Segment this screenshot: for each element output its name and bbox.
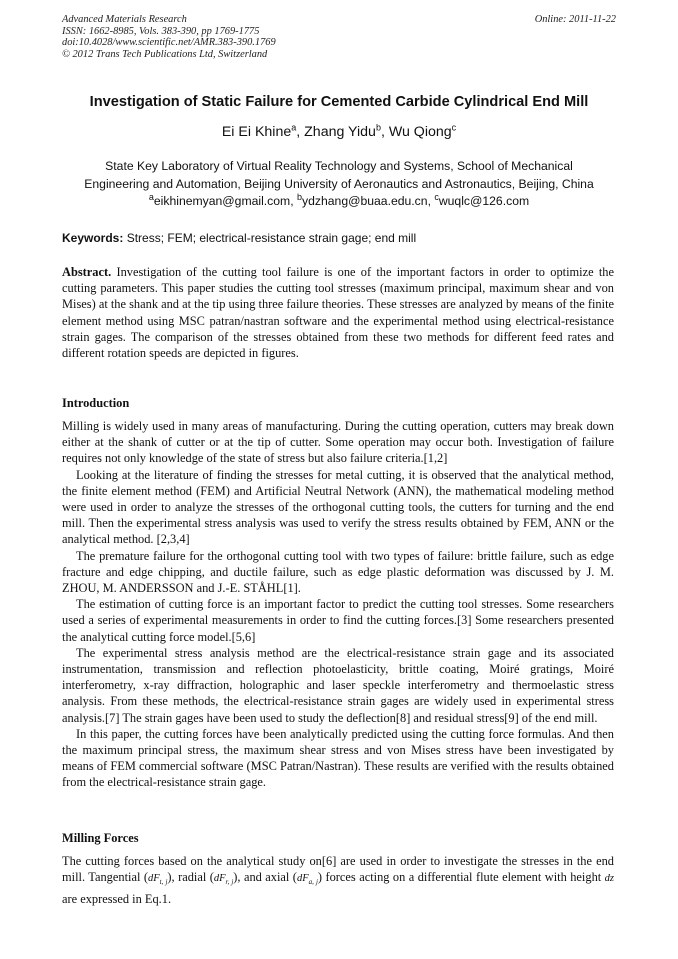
formula-dz: dz	[604, 873, 614, 885]
paragraph: In this paper, the cutting forces have been analytically predicted using the cutting force formulas. And then the maximum principal stress, the maximum shear stress and von Mises stress have been investigated by means of FEM commercial software (MSC Patran/Nastran). These results are verified with the results obtained from the electrical-resistance strain gage.	[62, 726, 614, 790]
paragraph: The premature failure for the orthogonal cutting tool with two types of failure: brittle failure, such as edge fracture and edge chipping, and ductile failure, such as edge plastic deformation was discussed by J. M. ZHOU, M. ANDERSSON and J.-E. STÅHL[1].	[62, 548, 614, 596]
author-list: Ei Ei Khine$^a$, Zhang Yidu$^b$, Wu Qiong$^c$	[221, 122, 457, 140]
keywords	[62, 231, 618, 245]
author-sup: c	[451, 122, 457, 133]
email-address: ydzhang@buaa.edu.cn	[302, 194, 428, 208]
copyright-line: © 2012 Trans Tech Publications Ltd, Switzerland	[62, 48, 268, 60]
journal-name: Advanced Materials Research	[62, 14, 187, 25]
author-name: Zhang Yidu	[304, 124, 376, 140]
text-run: The cutting forces based on the analytical study on[6] are used in order to investigate the stresses in the end mill. Tangential (	[62, 854, 614, 885]
email-sup: c	[434, 191, 439, 202]
text-run: ) forces acting on a differential flute element with height	[317, 870, 605, 885]
email-address: eikhinemyan@gmail.com	[153, 194, 291, 208]
affiliation-line: Engineering and Automation, Beijing University of Aeronautics and Astronautics, Beijing, China	[84, 176, 594, 191]
journal-header	[62, 14, 616, 60]
affiliation	[60, 158, 618, 193]
email-address: wuqlc@126.com	[438, 194, 530, 208]
introduction-body	[62, 418, 614, 791]
issn-line: ISSN: 1662-8985, Vols. 383-390, pp 1769-1775	[62, 25, 260, 37]
text-run: ), and axial (	[233, 870, 297, 885]
abstract-label: Abstract.	[62, 265, 112, 279]
section-heading-introduction: Introduction	[62, 396, 130, 410]
email-sup: a	[148, 191, 154, 202]
paper-title: Investigation of Static Failure for Cemented Carbide Cylindrical End Mill	[89, 94, 589, 110]
abstract	[62, 264, 614, 361]
doi-line: doi:10.4028/www.scientific.net/AMR.383-390.1769	[62, 37, 276, 49]
paragraph: The experimental stress analysis method are the electrical-resistance strain gage and its associated instrumentation, transmission and reflection photoelasticity, brittle coating, Moiré gratings, Moiré interferometry, x-ray diffraction, holographic and laser speckle interferometry and thermoelastic stress analysis. From these methods, the electrical-resistance strain gages are widely used in experimental stress analysis.[7] The strain gages have been used to study the deflection[8] and residual stress[9] of the end mill.	[62, 645, 614, 725]
formula-radial: $dF_{r, j}$	[213, 873, 234, 887]
author-sup: b	[375, 122, 381, 133]
author-name: Wu Qiong	[388, 124, 452, 140]
paragraph: The estimation of cutting force is an important factor to predict the cutting tool stresses. Some researchers used a series of experimental measurements in order to find the cutting forces.[3] Some researchers presented the analytical cutting force model.[5,6]	[62, 597, 614, 644]
email-list: $^a$eikhinemyan@gmail.com, $^b$ydzhang@buaa.edu.cn, $^c$wuqlc@126.com	[148, 191, 530, 208]
section-heading-milling-forces: Milling Forces	[62, 831, 139, 845]
email-sup: b	[297, 191, 303, 202]
online-date: Online: 2011-11-22	[534, 14, 616, 25]
paragraph: Looking at the literature of finding the stresses for metal cutting, it is observed that the analytical method, the finite element method (FEM) and Artificial Neutral Network (ANN), the mathematical modeling method were used in order to analyze the stresses of the orthogonal cutting tools, the cutters for turning and the end mill. Then the experimental stress analysis was used to verify the stress results obtained by FEM, ANN or the analytical method. [2,3,4]	[62, 467, 614, 547]
affiliation-line: State Key Laboratory of Virtual Reality Technology and Systems, School of Mechanical	[105, 159, 573, 173]
formula-axial: $dF_{a, j}$	[296, 873, 318, 887]
keywords-text: Stress; FEM; electrical-resistance strain gage; end mill	[126, 231, 417, 245]
abstract-text: Investigation of the cutting tool failure is one of the important factors in order to optimize the cutting parameters. This paper studies the cutting tool stresses (maximum principal, maximum shear and von Mises) at the shank and at the tip using three failure theories. These stresses are analyzed by means of the finite element method using MSC patran/nastran software and the experimental method using electrical-resistance strain gages. The comparison of the stresses obtained from these two methods for different feed rates and different rotation speeds are depicted in figures.	[62, 265, 615, 361]
text-run: ), radial (	[167, 870, 214, 885]
author-name: Ei Ei Khine	[221, 124, 292, 140]
author-sup: a	[291, 122, 297, 133]
paragraph: Milling is widely used in many areas of manufacturing. During the cutting operation, cutters may break down either at the shank of cutter or at the tip of cutter. Some operation may occur both. Investigation of failure requires not only knowledge of the state of stress but also failure criteria.[1,2]	[62, 419, 614, 466]
formula-tangential: $dF_{t, j}$	[147, 873, 168, 887]
milling-forces-body	[62, 853, 614, 907]
text-run: are expressed in Eq.1.	[62, 891, 172, 906]
keywords-label: Keywords:	[62, 231, 124, 245]
